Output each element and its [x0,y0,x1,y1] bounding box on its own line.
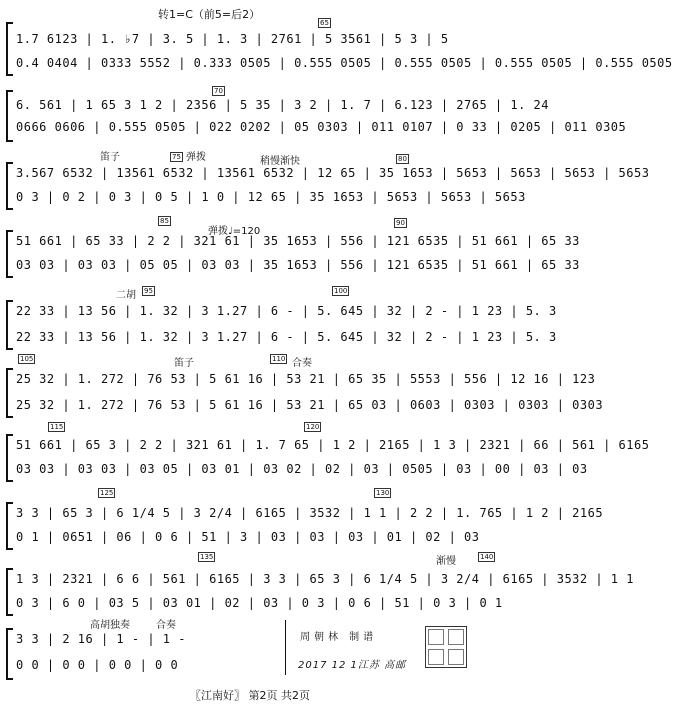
instrument-label-erhu: 二胡 [116,290,136,301]
lower-staff: 03 03 | 03 03 | 05 05 | 03 03 | 35 1653 | 556 | 121 6535 | 51 661 | 65 33 [16,258,580,272]
score-system-4 [6,214,580,278]
measure-number: 120 [306,423,320,431]
measure-number: 130 [376,489,390,497]
system-bracket [6,502,13,550]
lower-staff: 25 32 | 1. 272 | 76 53 | 5 61 16 | 53 21 | 65 03 | 0603 | 0303 | 0303 | 0303 [16,398,604,412]
measure-number: 90 [396,219,405,227]
upper-staff: 1 3 | 2321 | 6 6 | 561 | 6165 | 3 3 | 65 3 | 6 1/4 5 | 3 2/4 | 6165 | 3532 | 1 1 [16,572,634,586]
arranger-credit: 周朝林 制谱 [300,632,378,643]
section-label-gaohu: 高胡独奏 [90,620,130,631]
lower-staff: 0 1 | 0651 | 06 | 0 6 | 51 | 3 | 03 | 03 | 03 | 01 | 02 | 03 [16,530,480,544]
measure-number: 95 [144,287,153,295]
tempo-mark: 渐慢 [436,556,456,567]
lower-staff: 22 33 | 13 56 | 1. 32 | 3 1.27 | 6 - | 5. 645 | 32 | 2 - | 1 23 | 5. 3 [16,330,557,344]
score-system-8 [6,488,604,550]
upper-staff: 22 33 | 13 56 | 1. 32 | 3 1.27 | 6 - | 5. 645 | 32 | 2 - | 1 23 | 5. 3 [16,304,557,318]
score-system-7 [6,420,650,482]
seal-cell [448,629,464,645]
section-label-hezou: 合奏 [156,620,176,631]
system-bracket [6,162,13,210]
measure-number: 110 [272,355,286,363]
end-divider [285,620,286,675]
score-system-9 [6,552,634,616]
score-system-3 [6,148,650,210]
measure-number: 65 [320,19,329,27]
instrument-label-tanbo: 弹拨 [186,152,206,163]
upper-staff: 51 661 | 65 3 | 2 2 | 321 61 | 1. 7 65 | 1 2 | 2165 | 1 3 | 2321 | 66 | 561 | 6165 [16,438,650,452]
measure-number: 80 [398,155,407,163]
system-bracket [6,300,13,350]
upper-staff: 6. 561 | 1 65 3 1 2 | 2356 | 5 35 | 3 2 | 1. 7 | 6.123 | 2765 | 1. 24 [16,98,549,112]
tempo-mark: 弹拨♩=120 [208,226,261,237]
upper-staff: 3 3 | 65 3 | 6 1/4 5 | 3 2/4 | 6165 | 3532 | 1 1 | 2 2 | 1. 765 | 1 2 | 2165 [16,506,604,520]
score-system-2 [6,86,627,142]
seal-stamp [425,626,467,668]
system-bracket [6,368,13,418]
key-change-label: 转1=C（前5=后2） [158,8,261,21]
measure-number: 70 [214,87,223,95]
measure-number: 85 [160,217,169,225]
measure-number: 135 [200,553,214,561]
measure-number: 105 [20,355,34,363]
seal-cell [448,649,464,665]
tempo-mark: 稍慢渐快 [260,156,300,167]
score-system-6 [6,352,604,418]
seal-cell [428,649,444,665]
score-system-5 [6,284,557,350]
upper-staff: 25 32 | 1. 272 | 76 53 | 5 61 16 | 53 21 | 65 35 | 5553 | 556 | 12 16 | 123 [16,372,596,386]
page-footer: 〖江南好〗 第2页 共2页 [190,689,310,702]
upper-staff: 1.7 6123 | 1. ♭7 | 3. 5 | 1. 3 | 2761 | 5 3561 | 5 3 | 5 [16,32,449,46]
system-bracket [6,230,13,278]
measure-number: 100 [334,287,348,295]
measure-number: 75 [172,153,181,161]
instrument-label-dizi: 笛子 [174,358,194,369]
upper-staff: 3 3 | 2 16 | 1 - | 1 - [16,632,186,646]
score-system-10 [6,614,282,680]
system-bracket [6,628,13,680]
seal-cell [428,629,444,645]
lower-staff: 03 03 | 03 03 | 03 05 | 03 01 | 03 02 | 02 | 03 | 0505 | 03 | 00 | 03 | 03 [16,462,588,476]
section-label-hezou: 合奏 [292,358,312,369]
upper-staff: 51 661 | 65 33 | 2 2 | 321 61 | 35 1653 | 556 | 121 6535 | 51 661 | 65 33 [16,234,580,248]
score-system-1 [6,18,673,76]
lower-staff: 0 0 | 0 0 | 0 0 | 0 0 [16,658,179,672]
lower-staff: 0666 0606 | 0.555 0505 | 022 0202 | 05 0303 | 011 0107 | 0 33 | 0205 | 011 0305 [16,120,627,134]
system-bracket [6,22,13,76]
upper-staff: 3.567 6532 | 13561 6532 | 13561 6532 | 12 65 | 35 1653 | 5653 | 5653 | 5653 | 5653 [16,166,650,180]
system-bracket [6,568,13,616]
measure-number: 140 [480,553,494,561]
lower-staff: 0.4 0404 | 0333 5552 | 0.333 0505 | 0.555 0505 | 0.555 0505 | 0.555 0505 | 0.555 0505 [16,56,673,70]
lower-staff: 0 3 | 0 2 | 0 3 | 0 5 | 1 0 | 12 65 | 35 1653 | 5653 | 5653 | 5653 [16,190,526,204]
measure-number: 125 [100,489,114,497]
date-location: 2017 12 1江苏 高邮 [298,660,407,671]
system-bracket [6,90,13,142]
system-bracket [6,434,13,482]
lower-staff: 0 3 | 6 0 | 03 5 | 03 01 | 02 | 03 | 0 3 | 0 6 | 51 | 0 3 | 0 1 [16,596,503,610]
instrument-label-dizi: 笛子 [100,152,120,163]
measure-number: 115 [50,423,64,431]
